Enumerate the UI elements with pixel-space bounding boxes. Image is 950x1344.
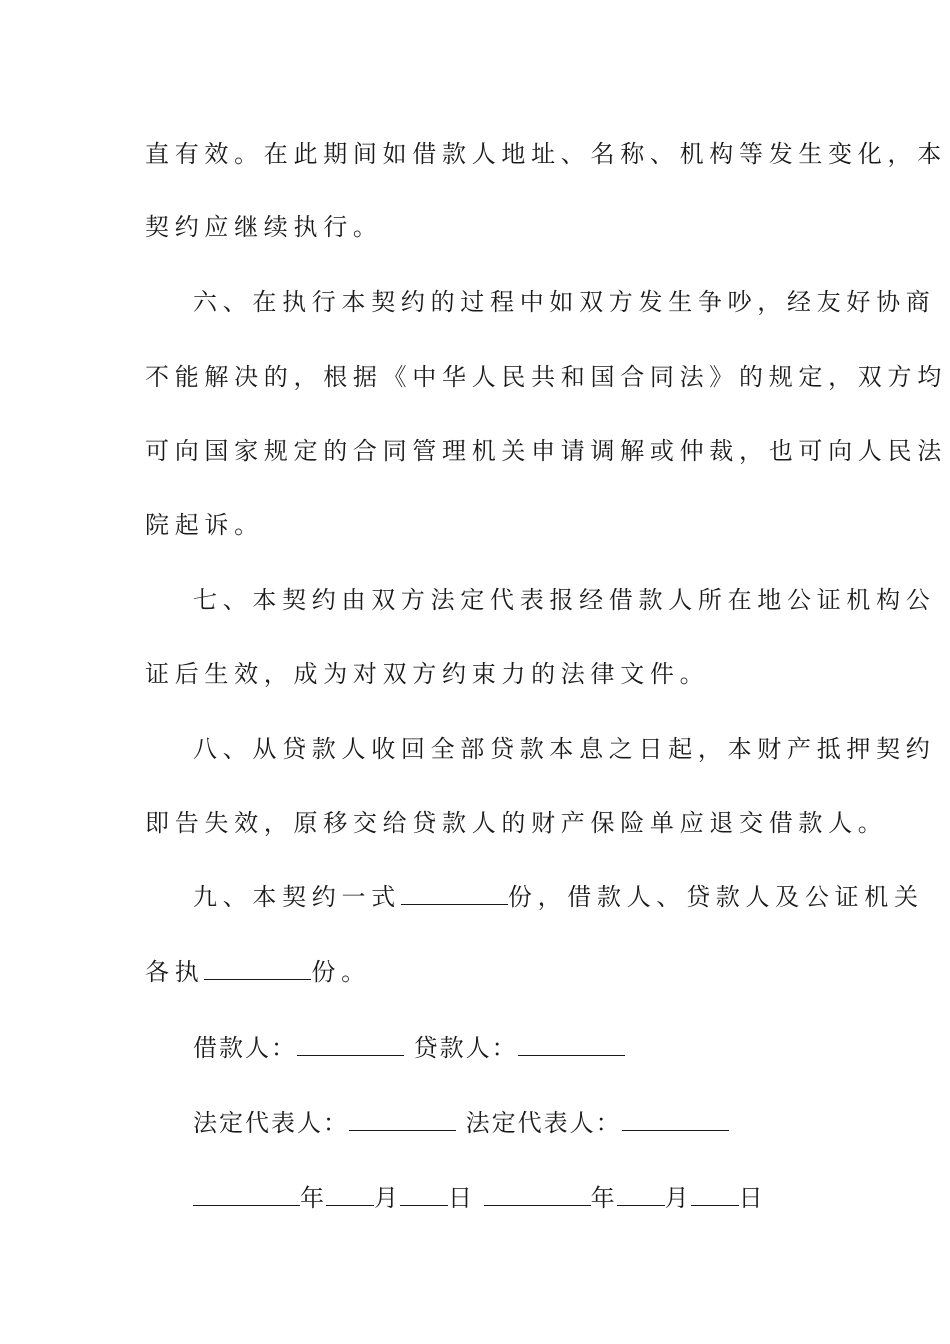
month-label: 月 — [664, 1184, 691, 1212]
year-label: 年 — [300, 1184, 326, 1212]
clause-6-line: 院起诉。 — [145, 511, 264, 539]
representative-label: 法定代表人： — [465, 1109, 622, 1137]
clause-6-line: 不能解决的，根据《中华人民共和国合同法》的规定，双方均 — [145, 363, 947, 391]
clause-8-line: 八、从贷款人收回全部贷款本息之日起，本财产抵押契约 — [193, 735, 936, 763]
clause-6-line: 可向国家规定的合同管理机关申请调解或仲裁，也可向人民法 — [145, 437, 947, 465]
paragraph-line: 契约应继续执行。 — [145, 213, 383, 241]
day-blank[interactable] — [400, 1183, 448, 1206]
clause-7-line: 七、本契约由双方法定代表报经借款人所在地公证机构公 — [193, 586, 936, 614]
party-signature-row — [193, 1033, 625, 1063]
borrower-label: 借款人： — [193, 1034, 297, 1062]
day-blank[interactable] — [691, 1183, 739, 1206]
month-label: 月 — [374, 1184, 400, 1212]
representative-label: 法定代表人： — [193, 1109, 349, 1137]
paragraph-line: 直有效。在此期间如借款人地址、名称、机构等发生变化，本 — [145, 140, 947, 168]
year-blank[interactable] — [193, 1183, 300, 1206]
copies-each-blank[interactable] — [204, 957, 311, 980]
clause-9-text: 九、本契约一式 — [193, 883, 401, 911]
clause-6-line: 六、在执行本契约的过程中如双方发生争吵，经友好协商 — [193, 288, 936, 316]
borrower-representative-blank[interactable] — [349, 1108, 456, 1131]
clause-9-text: 份。 — [311, 958, 371, 986]
lender-blank[interactable] — [518, 1033, 625, 1056]
year-blank[interactable] — [484, 1183, 591, 1206]
day-label: 日 — [738, 1184, 765, 1212]
year-label: 年 — [590, 1184, 617, 1212]
clause-8-line: 即告失效，原移交给贷款人的财产保险单应退交借款人。 — [145, 809, 888, 837]
date-row — [193, 1183, 765, 1213]
borrower-blank[interactable] — [297, 1033, 404, 1056]
clause-9-text: 各执 — [145, 958, 205, 986]
month-blank[interactable] — [326, 1183, 374, 1206]
clause-9-line — [145, 957, 371, 987]
representative-signature-row — [193, 1108, 729, 1138]
lender-representative-blank[interactable] — [622, 1108, 729, 1131]
clause-7-line: 证后生效，成为对双方约束力的法律文件。 — [145, 660, 710, 688]
clause-9-text: 份，借款人、贷款人及公证机关 — [507, 883, 924, 911]
day-label: 日 — [448, 1184, 474, 1212]
lender-label: 贷款人： — [413, 1034, 518, 1062]
month-blank[interactable] — [617, 1183, 665, 1206]
copies-total-blank[interactable] — [401, 882, 508, 905]
clause-9-line — [193, 882, 924, 912]
